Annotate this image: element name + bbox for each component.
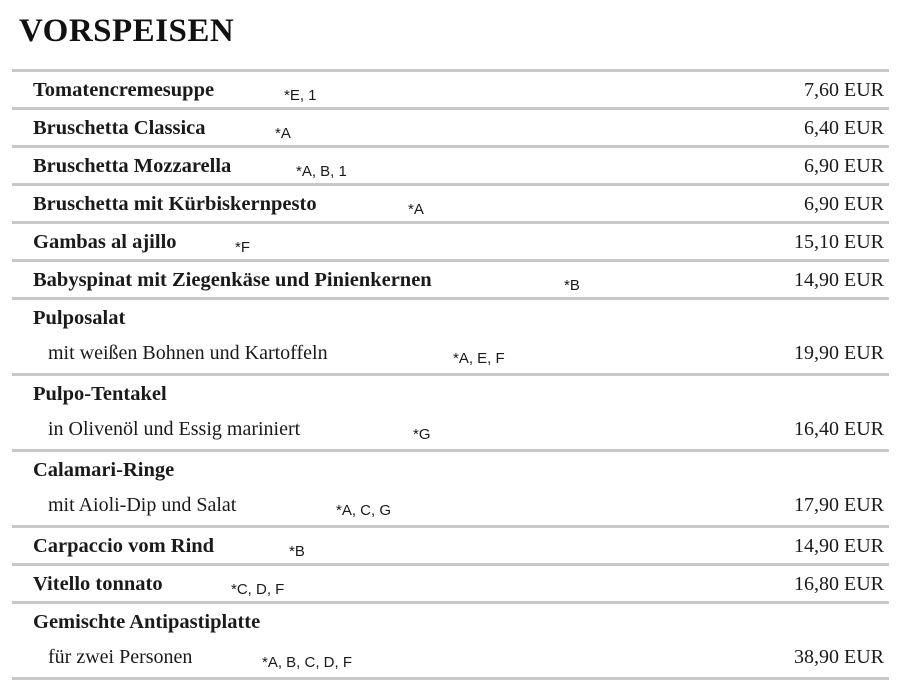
item-name: Tomatencremesuppe	[33, 79, 215, 101]
item-allergens: *A, E, F	[453, 350, 505, 367]
menu-item	[12, 148, 889, 183]
item-allergens: *A, B, C, D, F	[262, 654, 353, 671]
item-allergens: *E, 1	[284, 87, 317, 104]
menu-item	[12, 300, 889, 335]
item-description: in Olivenöl und Essig mariniert	[48, 418, 301, 440]
menu-item-detail	[12, 487, 889, 525]
item-price: 16,40 EUR	[794, 418, 884, 440]
item-name: Bruschetta Mozzarella	[33, 155, 232, 177]
item-price: 17,90 EUR	[794, 494, 884, 516]
item-allergens: *A, B, 1	[296, 163, 347, 180]
item-price: 6,90 EUR	[804, 193, 884, 215]
menu-item	[12, 186, 889, 221]
item-allergens: *A, C, G	[336, 502, 392, 519]
menu-item	[12, 262, 889, 297]
menu-item-detail	[12, 639, 889, 677]
item-allergens: *B	[564, 277, 580, 294]
menu-item	[12, 110, 889, 145]
item-name: Pulposalat	[33, 307, 126, 329]
item-allergens: *F	[235, 239, 250, 256]
menu-item	[12, 604, 889, 639]
item-name: Calamari-Ringe	[33, 459, 175, 481]
item-name: Gemischte Antipastiplatte	[33, 611, 261, 633]
item-name: Pulpo-Tentakel	[33, 383, 167, 405]
item-price: 14,90 EUR	[794, 535, 884, 557]
item-price: 6,40 EUR	[804, 117, 884, 139]
menu-item	[12, 376, 889, 411]
item-name: Gambas al ajillo	[33, 231, 177, 253]
item-allergens: *B	[289, 543, 305, 560]
item-price: 16,80 EUR	[794, 573, 884, 595]
item-description: mit Aioli-Dip und Salat	[48, 494, 237, 516]
item-allergens: *G	[413, 426, 431, 443]
menu-item	[12, 72, 889, 107]
item-name: Bruschetta Classica	[33, 117, 206, 139]
menu-item-detail	[12, 411, 889, 449]
menu-item	[12, 224, 889, 259]
menu-item	[12, 528, 889, 563]
item-allergens: *A	[275, 125, 291, 142]
item-price: 7,60 EUR	[804, 79, 884, 101]
divider	[12, 677, 889, 680]
item-description: für zwei Personen	[48, 646, 193, 668]
item-price: 14,90 EUR	[794, 269, 884, 291]
item-name: Bruschetta mit Kürbiskernpesto	[33, 193, 317, 215]
item-description: mit weißen Bohnen und Kartoffeln	[48, 342, 328, 364]
menu-list	[12, 69, 889, 680]
item-name: Vitello tonnato	[33, 573, 163, 595]
item-price: 15,10 EUR	[794, 231, 884, 253]
item-price: 38,90 EUR	[794, 646, 884, 668]
item-price: 19,90 EUR	[794, 342, 884, 364]
item-allergens: *A	[408, 201, 424, 218]
menu-item	[12, 566, 889, 601]
item-allergens: *C, D, F	[231, 581, 285, 598]
menu-item-detail	[12, 335, 889, 373]
section-title: VORSPEISEN	[19, 13, 235, 49]
item-name: Babyspinat mit Ziegenkäse und Pinienkernen	[33, 269, 432, 291]
item-price: 6,90 EUR	[804, 155, 884, 177]
menu-item	[12, 452, 889, 487]
item-name: Carpaccio vom Rind	[33, 535, 215, 557]
